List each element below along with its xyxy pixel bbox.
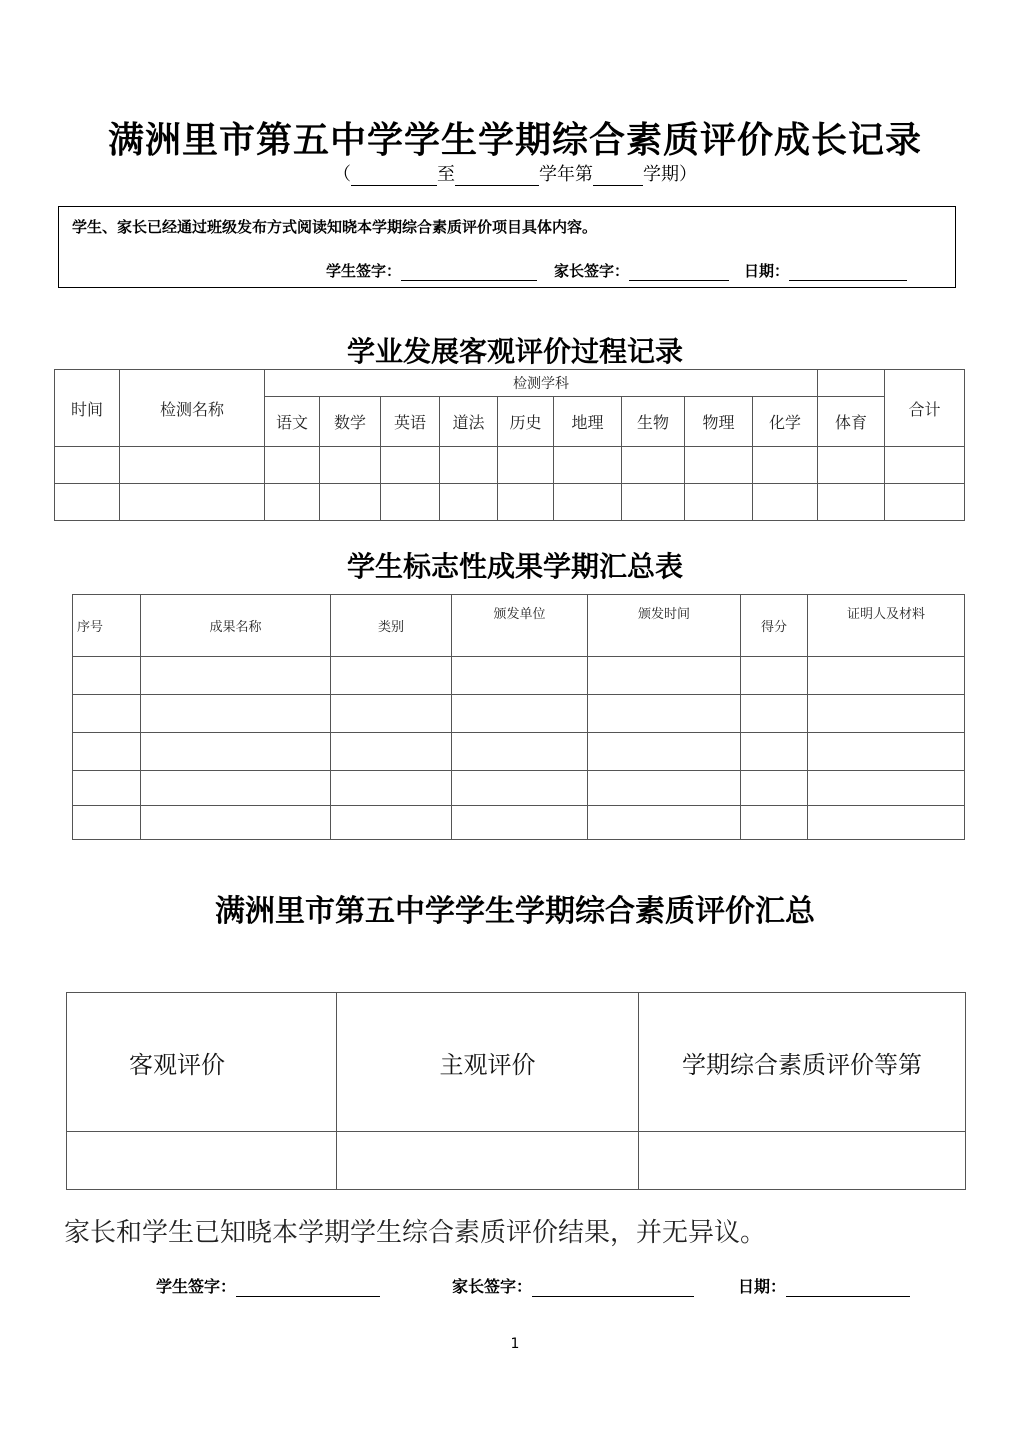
cell[interactable] [381,447,440,484]
cell[interactable] [753,484,818,521]
cell[interactable] [67,1132,337,1190]
cell[interactable] [622,447,685,484]
subject-header: 物理 [685,397,753,447]
cell[interactable] [588,733,741,771]
page-number: 1 [510,1336,520,1352]
cell[interactable] [818,447,885,484]
cell[interactable] [588,695,741,733]
cell[interactable] [320,484,381,521]
footer-date-label: 日期： [738,1277,787,1296]
cell[interactable] [331,806,452,840]
col-subjective-evaluation: 主观评价 [337,993,639,1132]
cell[interactable] [265,484,320,521]
cell[interactable] [73,733,141,771]
footer-parent-sign-label: 家长签字： [452,1277,533,1296]
col-witness: 证明人及材料 [808,595,965,657]
notice-date-label: 日期： [744,262,790,280]
cell[interactable] [73,695,141,733]
cell[interactable] [588,657,741,695]
notice-student-sign-blank[interactable] [401,262,537,281]
subject-header: 英语 [381,397,440,447]
cell[interactable] [808,695,965,733]
page-title: 满洲里市第五中学学生学期综合素质评价成长记录 [107,120,922,161]
cell[interactable] [885,447,965,484]
cell[interactable] [741,806,808,840]
cell[interactable] [622,484,685,521]
cell[interactable] [498,484,554,521]
cell[interactable] [320,447,381,484]
cell[interactable] [331,733,452,771]
subtitle-to: 至 [437,164,455,185]
cell[interactable] [808,657,965,695]
cell[interactable] [440,484,498,521]
cell[interactable] [141,806,331,840]
footer-student-sign-blank[interactable] [236,1278,380,1297]
cell[interactable] [381,484,440,521]
notice-parent-signature [554,260,729,281]
cell[interactable] [452,695,588,733]
subjects-header-empty-cell [818,370,885,397]
school-year-line [0,160,1030,186]
table-row [55,484,965,521]
cell[interactable] [55,484,120,521]
cell[interactable] [73,771,141,806]
subject-header: 道法 [440,397,498,447]
col-achievement-name: 成果名称 [141,595,331,657]
footer-date-blank[interactable] [786,1278,910,1297]
table-row [73,806,965,840]
subject-header: 数学 [320,397,381,447]
cell[interactable] [55,447,120,484]
subject-header: 体育 [818,397,885,447]
cell[interactable] [141,771,331,806]
col-subjects-group: 检测学科 [265,370,818,397]
acknowledgement-statement: 家长和学生已知晓本学期学生综合素质评价结果，并无异议。 [64,1218,767,1248]
cell[interactable] [141,657,331,695]
cell[interactable] [808,771,965,806]
notice-student-sign-label: 学生签字： [326,262,402,280]
notice-parent-sign-label: 家长签字： [554,262,630,280]
cell[interactable] [741,695,808,733]
subtitle-term: 学期） [643,164,697,185]
table-row [73,657,965,695]
cell[interactable] [741,733,808,771]
notice-date-blank[interactable] [789,262,907,281]
cell[interactable] [337,1132,639,1190]
cell[interactable] [452,733,588,771]
start-year-blank[interactable] [351,167,437,186]
cell[interactable] [685,447,753,484]
cell[interactable] [331,771,452,806]
cell[interactable] [753,447,818,484]
notice-date [744,260,907,281]
col-exam-name: 检测名称 [120,370,265,447]
cell[interactable] [120,447,265,484]
cell[interactable] [73,806,141,840]
footer-parent-sign-blank[interactable] [532,1278,694,1297]
cell[interactable] [331,695,452,733]
cell[interactable] [331,657,452,695]
cell[interactable] [741,771,808,806]
table-row [73,733,965,771]
col-time: 时间 [55,370,120,447]
cell[interactable] [588,771,741,806]
notice-text: 学生、家长已经通过班级发布方式阅读知晓本学期综合素质评价项目具体内容。 [72,218,598,236]
table-row [55,447,965,484]
cell[interactable] [141,695,331,733]
table-row [73,771,965,806]
col-objective-evaluation: 客观评价 [67,993,337,1132]
notice-parent-sign-blank[interactable] [629,262,729,281]
cell[interactable] [818,484,885,521]
footer-parent-signature [452,1274,694,1297]
cell[interactable] [685,484,753,521]
col-category: 类别 [331,595,452,657]
col-overall-grade: 学期综合素质评价等第 [639,993,966,1132]
col-issuer: 颁发单位 [452,595,588,657]
cell[interactable] [452,657,588,695]
subject-header: 生物 [622,397,685,447]
cell[interactable] [498,447,554,484]
achievements-section-title: 学生标志性成果学期汇总表 [346,550,683,583]
footer-date [738,1274,910,1297]
end-year-blank[interactable] [455,167,539,186]
cell[interactable] [808,806,965,840]
footer-student-signature [156,1274,380,1297]
subtitle-open: （ [333,164,351,185]
term-blank[interactable] [593,167,643,186]
cell[interactable] [554,484,622,521]
academic-section-title: 学业发展客观评价过程记录 [346,335,683,368]
subtitle-year-term: 学年第 [539,164,593,185]
col-score: 得分 [741,595,808,657]
table-row [67,1132,966,1190]
col-total: 合计 [885,370,965,447]
cell[interactable] [141,733,331,771]
cell[interactable] [120,484,265,521]
summary-section-title: 满洲里市第五中学学生学期综合素质评价汇总 [215,894,815,929]
cell[interactable] [885,484,965,521]
subject-header: 地理 [554,397,622,447]
academic-record-table [54,369,965,521]
achievements-table [72,594,965,840]
cell[interactable] [554,447,622,484]
notice-student-signature [326,260,537,281]
subject-header: 语文 [265,397,320,447]
cell[interactable] [440,447,498,484]
cell[interactable] [588,806,741,840]
cell[interactable] [452,806,588,840]
cell[interactable] [73,657,141,695]
cell[interactable] [808,733,965,771]
col-index: 序号 [73,595,141,657]
cell[interactable] [639,1132,966,1190]
subject-header: 历史 [498,397,554,447]
subject-header: 化学 [753,397,818,447]
footer-student-sign-label: 学生签字： [156,1277,237,1296]
table-row [73,695,965,733]
summary-table [66,992,966,1190]
cell[interactable] [452,771,588,806]
cell[interactable] [741,657,808,695]
cell[interactable] [265,447,320,484]
col-issue-date: 颁发时间 [588,595,741,657]
